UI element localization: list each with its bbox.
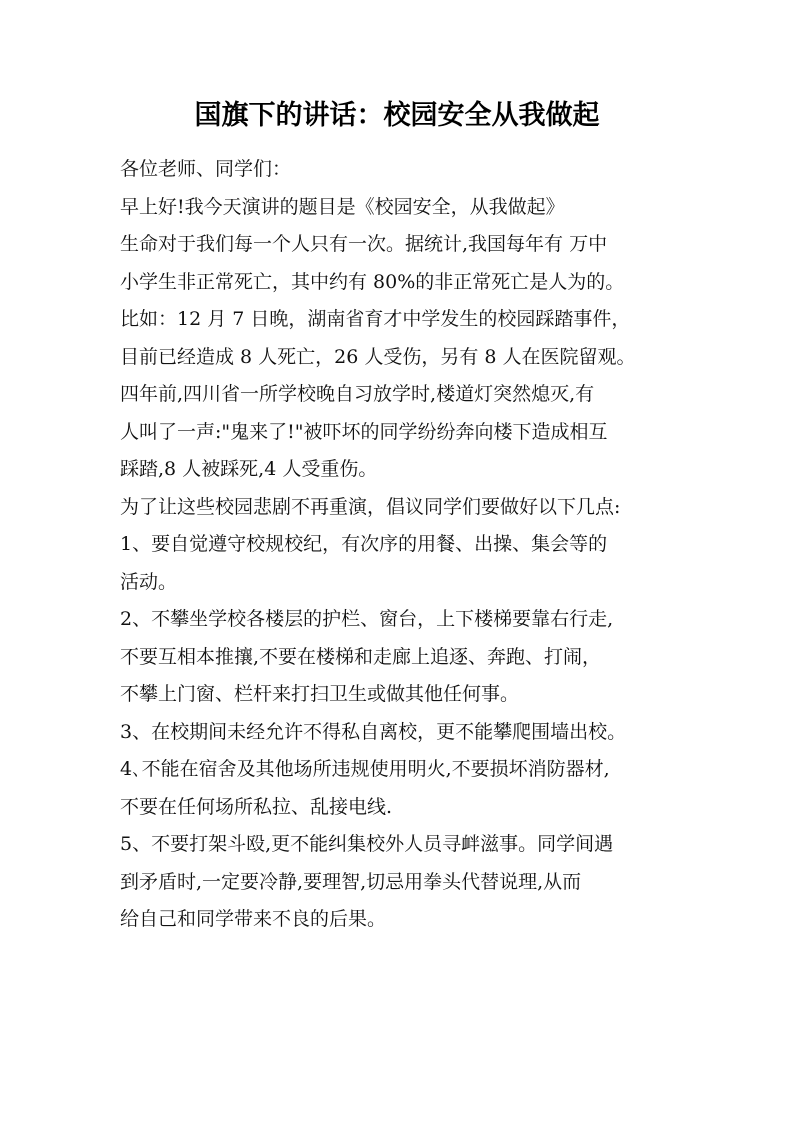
text-line: 人叫了一声:"鬼来了!"被吓坏的同学纷纷奔向楼下造成相互 [120,420,608,443]
text-line: 给自己和同学带来不良的后果。 [120,908,387,930]
text-line-intro: 早上好!我今天演讲的题目是《校园安全，从我做起》 [120,195,565,218]
text-line-point-2: 2、不攀坐学校各楼层的护栏、窗台，上下楼梯要靠右行走, [120,608,614,630]
text-line: 比如：12 月 7 日晚，湖南省育才中学发生的校园踩踏事件， [120,308,631,330]
text-line: 活动。 [120,570,178,593]
text-line: 小学生非正常死亡，其中约有 80%的非正常死亡是人为的。 [120,270,625,293]
text-line: 不攀上门窗、栏杆来打扫卫生或做其他任何事。 [120,683,520,705]
text-line-point-4: 4､不能在宿舍及其他场所违规使用明火,不要损坏消防器材, [120,758,610,780]
text-line: 到矛盾时,一定要冷静,要理智,切忌用拳头代替说理,从而 [120,870,582,893]
text-line: 四年前,四川省一所学校晚自习放学时,楼道灯突然熄灭,有 [120,383,595,405]
text-line: 为了让这些校园悲剧不再重演，倡议同学们要做好以下几点: [120,495,621,518]
text-line-point-1: 1、要自觉遵守校规校纪，有次序的用餐、出操、集会等的 [120,533,608,555]
page-title: 国旗下的讲话：校园安全从我做起 [194,100,600,131]
text-line-point-3: 3、在校期间未经允许不得私自离校，更不能攀爬围墙出校。 [120,720,627,743]
text-line: 不要互相本推攘,不要在楼梯和走廊上追逐、奔跑、打闹， [120,645,602,668]
speech-body [120,151,700,939]
text-line: 生命对于我们每一个人只有一次。据统计,我国每年有 万中 [120,233,608,255]
text-line-point-5: 5、不要打架斗殴,更不能纠集校外人员寻衅滋事。同学间遇 [120,833,614,855]
text-line-greeting: 各位老师、同学们： [120,158,292,180]
text-line: 不要在任何场所私拉、乱接电线. [120,795,393,818]
text-line: 目前已经造成 8 人死亡，26 人受伤，另有 8 人在医院留观。 [120,345,636,368]
text-line: 踩踏,8 人被踩死,4 人受重伤。 [120,458,378,480]
